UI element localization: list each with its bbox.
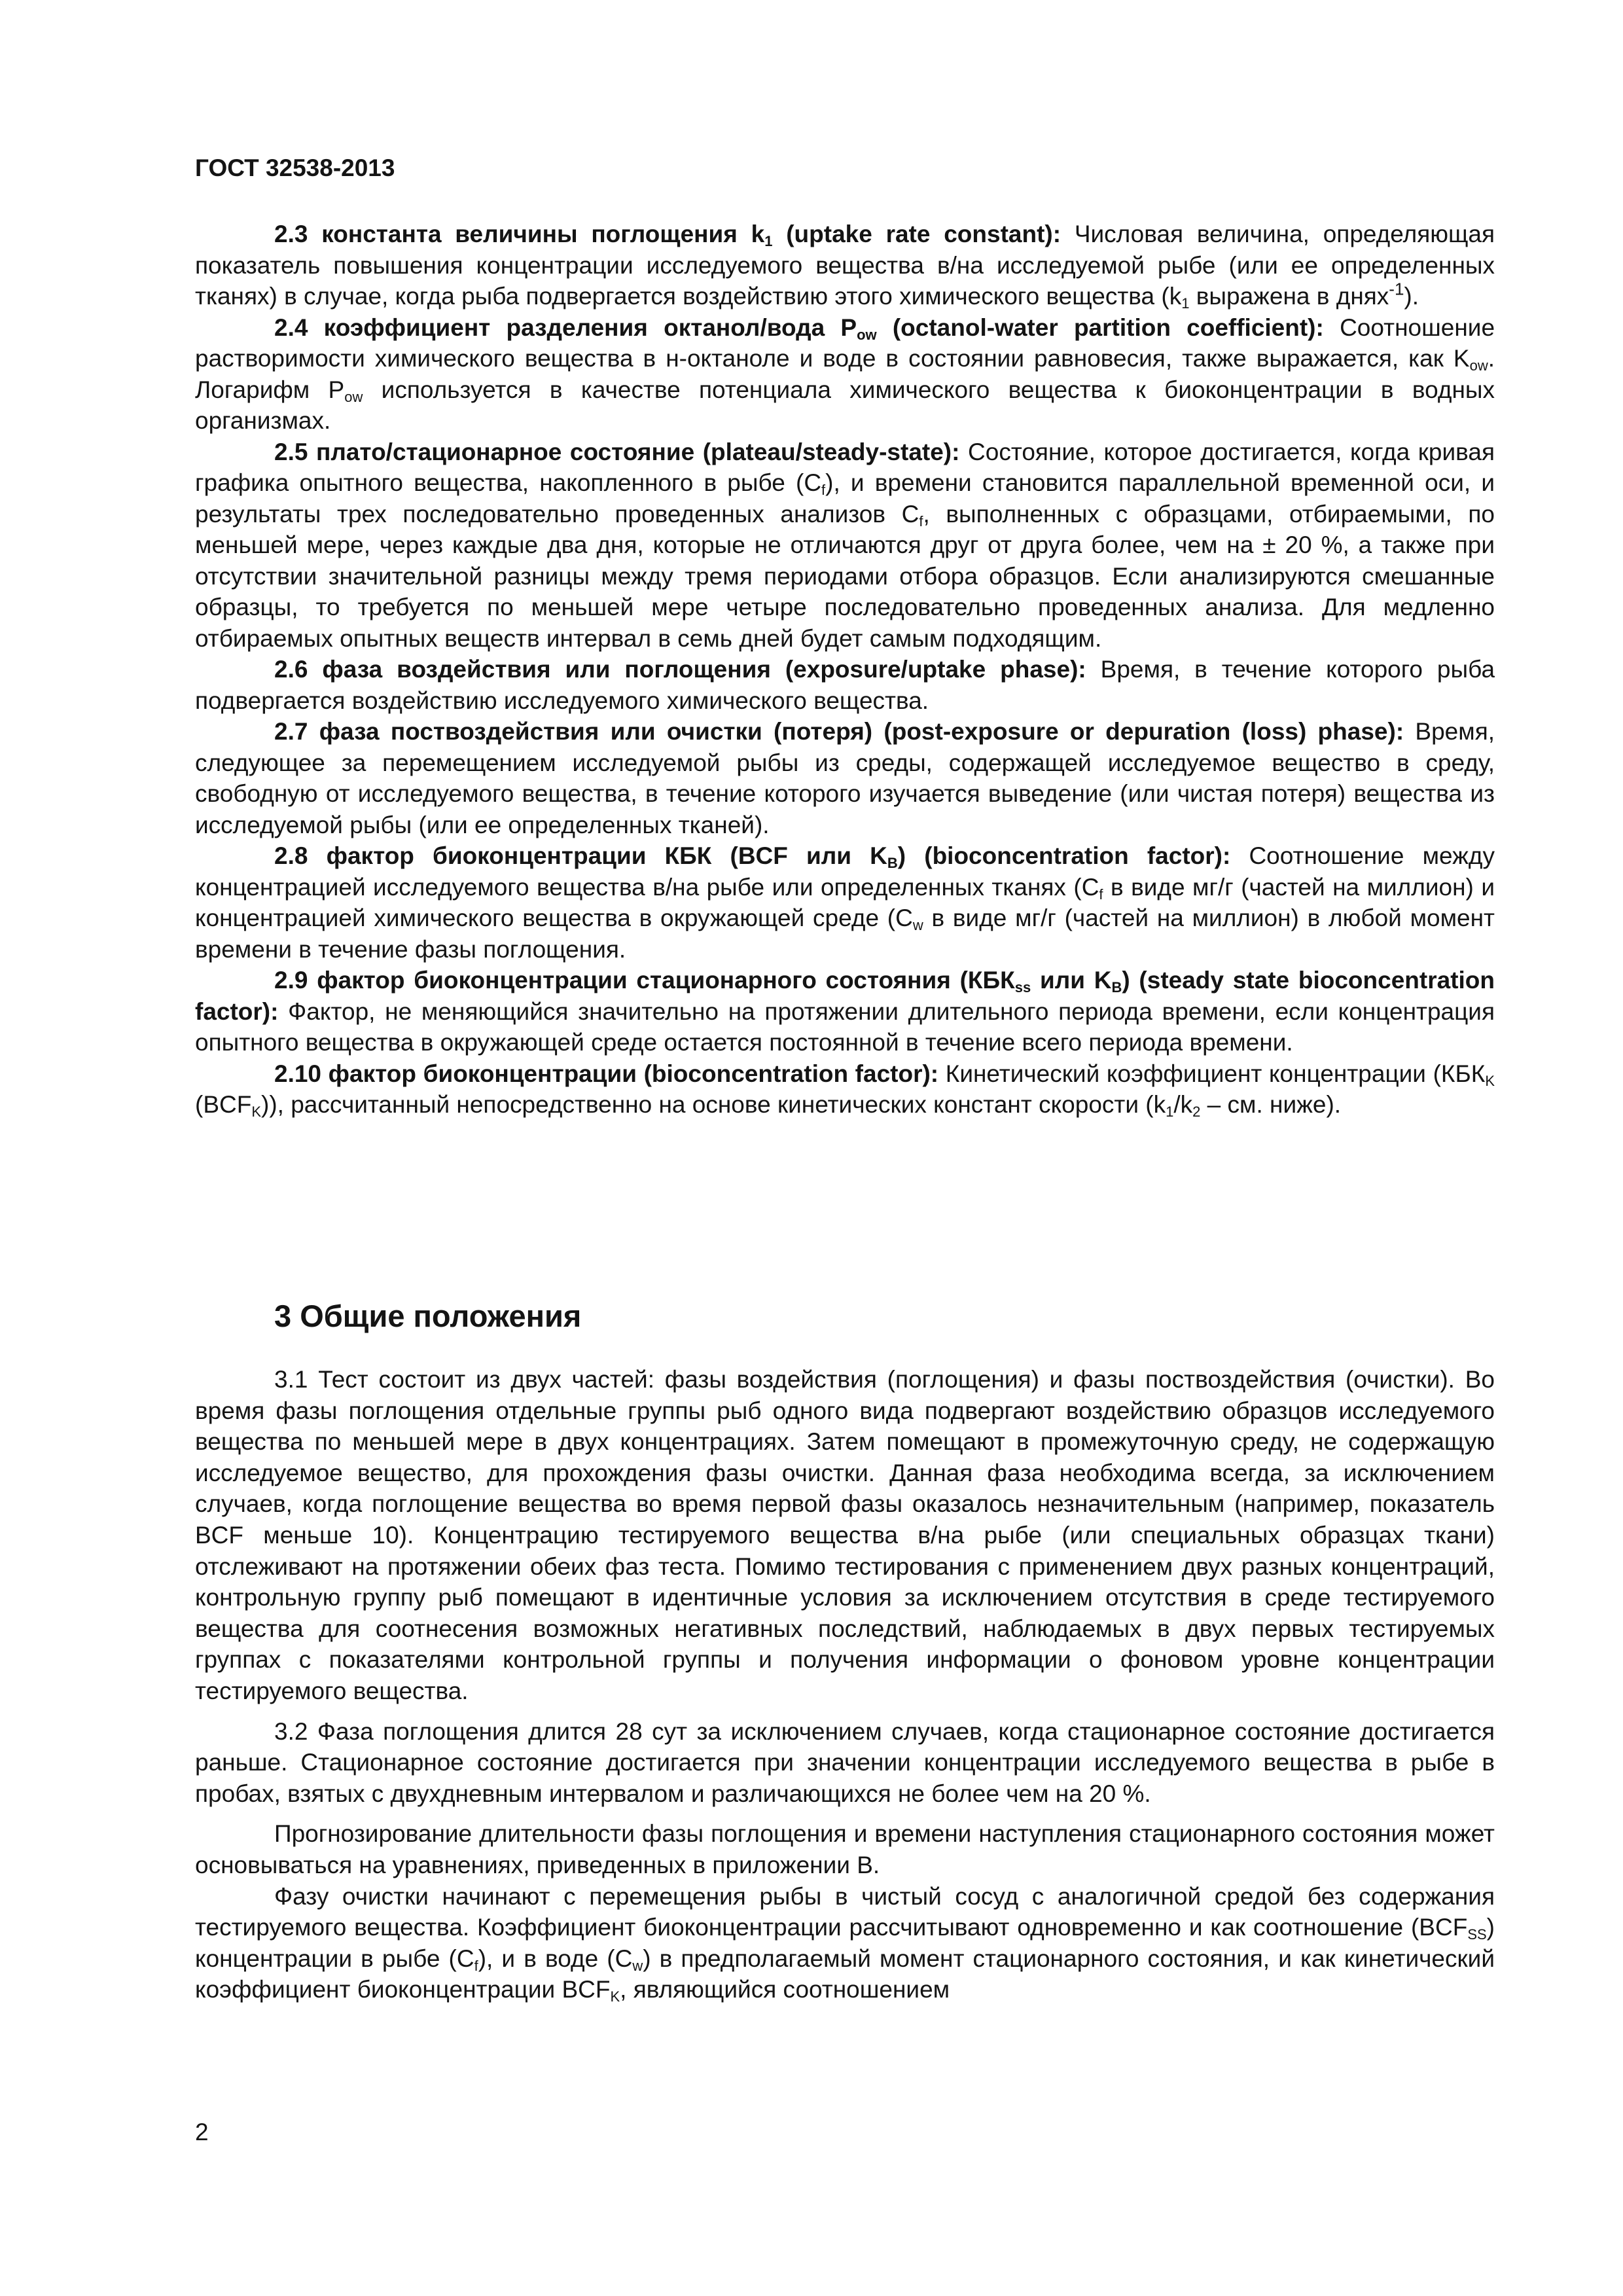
paragraph-3-2: 3.2 Фаза поглощения длится 28 сут за исключением случаев, когда стационарное состояние достигается раньше. Стационарное состояние достигается при значении концентрации исследуемого вещества в рыбе в пробах, взятых с двухдневным интервалом и различающихся не более чем на 20 %. [195, 1717, 1495, 1807]
document-header: ГОСТ 32538-2013 [195, 154, 395, 181]
definition-term: 2.9 фактор биоконцентрации стационарного состояния ($КБК_{ss}$ или $K_B$) (steady state bioconcentration factor): [195, 967, 1495, 1025]
definition-term: 2.6 фаза воздействия или поглощения (exposure/uptake phase): [274, 656, 1086, 683]
definition-2-3: 2.3 константа величины поглощения $k_1$ (uptake rate constant): Числовая величина, определяющая показатель повышения концентрации исследуемого вещества в/на исследуемой рыбе (или ее определенных тканях) в случае, когда рыба подвергается воздействию этого химического вещества ($k_1$ выражена в днях$^{-1}$). [195, 221, 1495, 312]
page-number: 2 [195, 2119, 209, 2145]
definition-term: 2.4 коэффициент разделения октанол/вода $P_{ow}$ (octanol-water partition coefficient): [274, 314, 1324, 343]
section-3-body [195, 1364, 1495, 2005]
definition-term: 2.8 фактор биоконцентрации КБК (BCF или $K_B$) (bioconcentration factor): [274, 842, 1231, 872]
definition-term: 2.3 константа величины поглощения $k_1$ (uptake rate constant): [274, 221, 1061, 250]
paragraph-3-2-depuration: Фазу очистки начинают с перемещения рыбы в чистый сосуд с аналогичной средой без содержания тестируемого вещества. Коэффициент биоконцентрации рассчитывают одновременно и как соотношение $(BCF_{SS})$ концентрации в рыбе $(C_f)$, и в воде $(C_w)$ в предполагаемый момент стационарного состояния, и как кинетический коэффициент биоконцентрации $BCF_K$, являющийся соотношением [195, 1882, 1495, 2005]
definition-2-9: 2.9 фактор биоконцентрации стационарного состояния ($КБК_{ss}$ или $K_B$) (steady state bioconcentration factor): Фактор, не меняющийся значительно на протяжении длительного периода времени, если концентрация опытного вещества в окружающей среде остается постоянной в течение всего периода времени. [195, 967, 1495, 1056]
definition-term: 2.7 фаза поствоздействия или очистки (потеря) (post-exposure or depuration (loss) phase): [274, 718, 1404, 745]
paragraph-3-2-forecast: Прогнозирование длительности фазы поглощения и времени наступления стационарного состояния может основываться на уравнениях, приведенных в приложении B. [195, 1820, 1495, 1878]
definition-2-4: 2.4 коэффициент разделения октанол/вода $P_{ow}$ (octanol-water partition coefficient): Соотношение растворимости химического вещества в н-октаноле и воде в состоянии равновесия, также выражается, как $K_{ow}$. Логарифм $P_{ow}$ используется в качестве потенциала химического вещества к биоконцентрации в водных организмах. [195, 314, 1495, 434]
definition-2-6: 2.6 фаза воздействия или поглощения (exposure/uptake phase): Время, в течение которого рыба подвергается воздействию исследуемого химического вещества. [195, 656, 1495, 714]
definitions-section [195, 219, 1495, 1121]
definition-2-5: 2.5 плато/стационарное состояние (plateau/steady-state): Состояние, которое достигается, когда кривая графика опытного вещества, накопленного в рыбе $(C_f)$, и времени становится параллельной временной оси, и результаты трех последовательно проведенных анализов $C_f$, выполненных с образцами, отбираемыми, по меньшей мере, через каждые два дня, которые не отличаются друг от друга более, чем на ± 20 %, а также при отсутствии значительной разницы между тремя периодами отбора образцов. Если анализируются смешанные образцы, то требуется по меньшей мере четыре последовательно проведенных анализа. Для медленно отбираемых опытных веществ интервал в семь дней будет самым подходящим. [195, 438, 1495, 652]
definition-term: 2.5 плато/стационарное состояние (plateau/steady-state): [274, 438, 960, 465]
definition-term: 2.10 фактор биоконцентрации (bioconcentration factor): [274, 1060, 939, 1087]
definition-2-7: 2.7 фаза поствоздействия или очистки (потеря) (post-exposure or depuration (loss) phase): Время, следующее за перемещением исследуемой рыбы из среды, содержащей исследуемое вещество в среду, свободную от исследуемого вещества, в течение которого изучается выведение (или чистая потеря) вещества из исследуемой рыбы (или ее определенных тканей). [195, 718, 1495, 838]
definition-2-10: 2.10 фактор биоконцентрации (bioconcentration factor): Кинетический коэффициент концентрации ($КБК_K$ $(BCF_K)$), рассчитанный непосредственно на основе кинетических констант скорости ($k_1/k_2$ – см. ниже). [195, 1060, 1495, 1121]
definition-2-8: 2.8 фактор биоконцентрации КБК (BCF или $K_B$) (bioconcentration factor): Соотношение между концентрацией исследуемого вещества в/на рыбе или определенных тканях ($C_f$ в виде мг/г (частей на миллион) и концентрацией химического вещества в окружающей среде ($C_w$ в виде мг/г (частей на миллион) в любой момент времени в течение фазы поглощения. [195, 842, 1495, 963]
section-3-title: 3 Общие положения [274, 1299, 582, 1333]
paragraph-3-1: 3.1 Тест состоит из двух частей: фазы воздействия (поглощения) и фазы поствоздействия (очистки). Во время фазы поглощения отдельные группы рыб одного вида подвергают воздействию образцов исследуемого вещества по меньшей мере в двух концентрациях. Затем помещают в промежуточную среду, не содержащую исследуемое вещество, для прохождения фазы очистки. Данная фаза необходима всегда, за исключением случаев, когда поглощение вещества во время первой фазы оказалось незначительным (например, показатель BCF меньше 10). Концентрацию тестируемого вещества в/на рыбе (или специальных образцах ткани) отслеживают на протяжении обеих фаз теста. Помимо тестирования с применением двух разных концентраций, контрольную группу рыб помещают в идентичные условия за исключением отсутствия в среде тестируемого вещества для соотнесения возможных негативных последствий, наблюдаемых в двух первых тестируемых группах с показателями контрольной группы и получения информации о фоновом уровне концентрации тестируемого вещества. [195, 1366, 1495, 1704]
